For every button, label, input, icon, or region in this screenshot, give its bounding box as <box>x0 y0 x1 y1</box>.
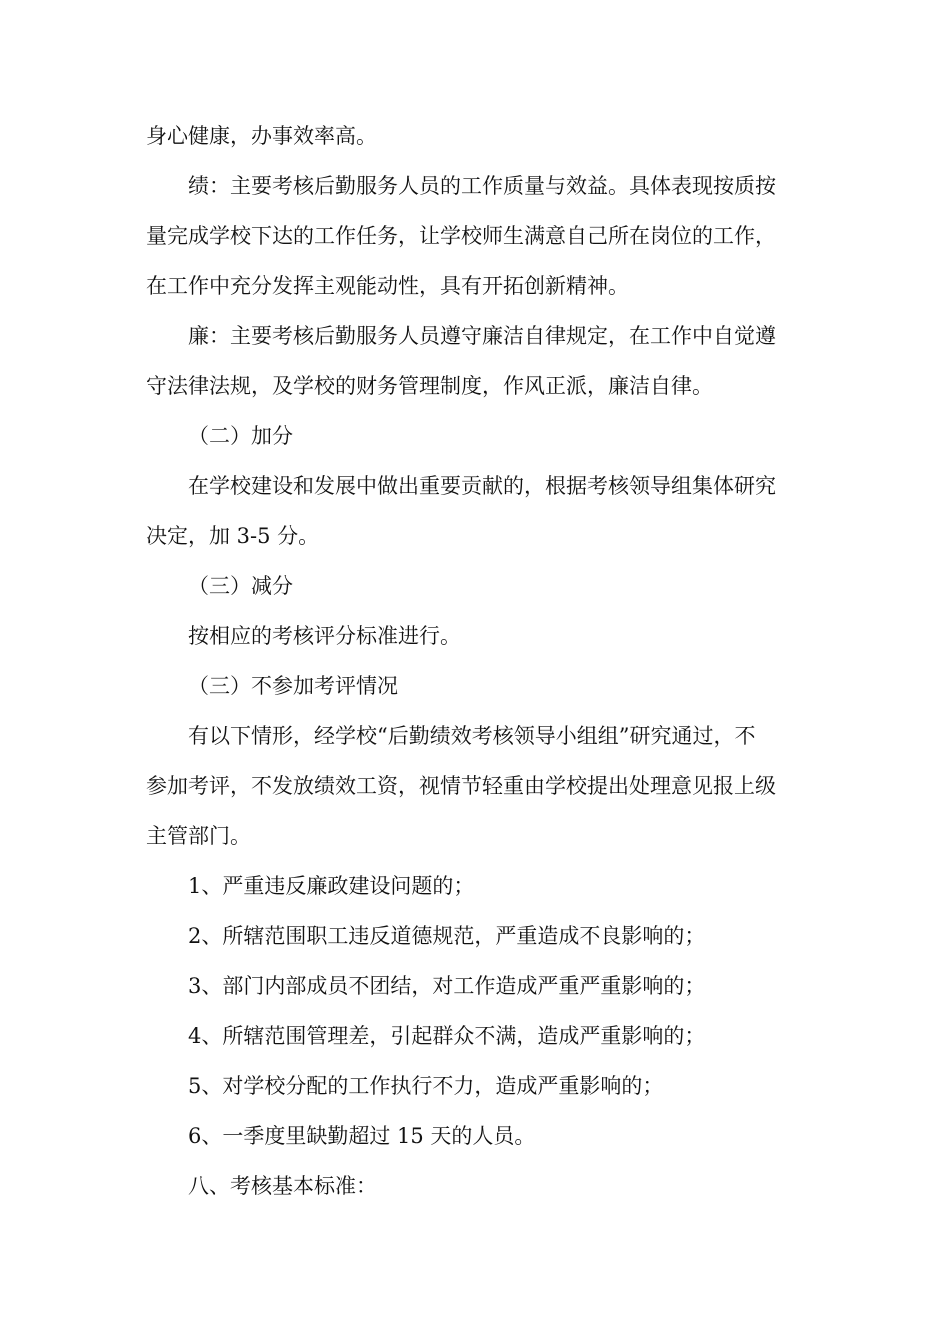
text-line: 在学校建设和发展中做出重要贡献的，根据考核领导组集体研究 <box>188 474 776 498</box>
text-line: 按相应的考核评分标准进行。 <box>188 624 461 648</box>
text-line: 身心健康，办事效率高。 <box>146 124 377 148</box>
list-item: 1、严重违反廉政建设问题的； <box>188 874 475 898</box>
text-line: 量完成学校下达的工作任务，让学校师生满意自己所在岗位的工作， <box>146 224 776 248</box>
section-heading: 八、考核基本标准： <box>188 1174 377 1198</box>
section-heading: （三）不参加考评情况 <box>188 674 398 698</box>
text-line: 主管部门。 <box>146 824 251 848</box>
text-line: 有以下情形，经学校“后勤绩效考核领导小组组”研究通过，不 <box>188 724 756 748</box>
text-line: 绩：主要考核后勤服务人员的工作质量与效益。具体表现按质按 <box>188 174 776 198</box>
text-line: 廉：主要考核后勤服务人员遵守廉洁自律规定，在工作中自觉遵 <box>188 324 776 348</box>
text-line: 在工作中充分发挥主观能动性，具有开拓创新精神。 <box>146 274 629 298</box>
text-line: 守法律法规，及学校的财务管理制度，作风正派，廉洁自律。 <box>146 374 713 398</box>
list-item: 5、对学校分配的工作执行不力，造成严重影响的； <box>188 1074 664 1098</box>
list-item: 6、一季度里缺勤超过 15 天的人员。 <box>188 1124 536 1148</box>
section-heading: （三）减分 <box>188 574 293 598</box>
list-item: 4、所辖范围管理差，引起群众不满，造成严重影响的； <box>188 1024 706 1048</box>
list-item: 2、所辖范围职工违反道德规范，严重造成不良影响的； <box>188 924 706 948</box>
section-heading: （二）加分 <box>188 424 293 448</box>
text-line: 参加考评，不发放绩效工资，视情节轻重由学校提出处理意见报上级 <box>146 774 776 798</box>
text-line: 决定，加 3-5 分。 <box>146 524 320 548</box>
list-item: 3、部门内部成员不团结，对工作造成严重严重影响的； <box>188 974 706 998</box>
